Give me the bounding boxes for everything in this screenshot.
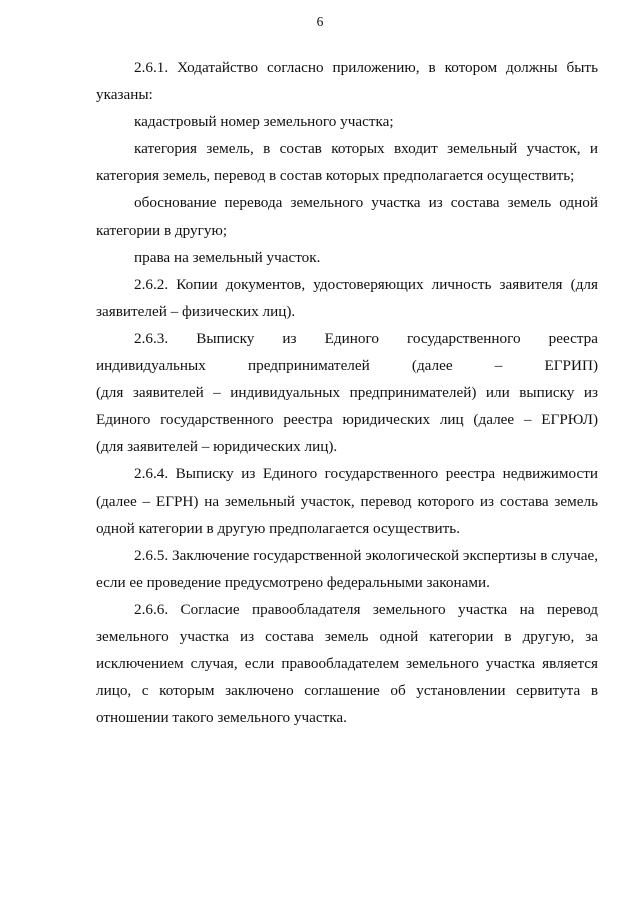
text-line: 2.6.4. Выписку из Единого государственного реестра недвижимости (134, 465, 598, 483)
paragraph (96, 271, 598, 325)
text-line: обоснование перевода земельного участка из состава земель одной (134, 194, 598, 212)
text-line: Единого государственного реестра юридических лиц (далее – ЕГРЮЛ) (96, 411, 598, 429)
text-line: 2.6.1. Ходатайство согласно приложению, в котором должны быть (134, 59, 598, 76)
text-line: категория земель, в состав которых входит земельный участок, и (134, 140, 598, 158)
paragraph (96, 108, 598, 135)
text-line: (далее – ЕГРН) на земельный участок, перевод которого из состава земель (96, 492, 598, 510)
text-line: одной категории в другую предполагается осуществить. (96, 519, 460, 537)
text-line: (для заявителей – юридических лиц). (96, 438, 338, 456)
paragraph (96, 189, 598, 243)
paragraph (96, 542, 598, 596)
text-line: исключением случая, если правообладателем земельного участка является (96, 655, 598, 673)
text-line: (для заявителей – индивидуальных предпринимателей) или выписку из (96, 384, 598, 402)
text-line: категория земель, перевод в состав которых предполагается осуществить; (96, 167, 575, 185)
page-number: 6 (316, 14, 324, 29)
text-line: если ее проведение предусмотрено федеральными законами. (96, 573, 490, 591)
paragraph (96, 54, 598, 108)
text-line: лицо, с которым заключено соглашение об установлении сервитута в (96, 682, 598, 700)
document-body (96, 54, 598, 731)
text-line: 2.6.2. Копии документов, удостоверяющих личность заявителя (для (134, 275, 598, 293)
text-line: 2.6.3. Выписку из Единого государственного реестра (134, 329, 598, 347)
paragraph (96, 460, 598, 541)
text-line: права на земельный участок. (134, 248, 321, 266)
paragraph (96, 244, 598, 271)
text-line: индивидуальных предпринимателей (далее – ЕГРИП) (96, 357, 598, 375)
paragraph (96, 325, 598, 460)
text-line: заявителей – физических лиц). (96, 302, 296, 320)
text-line: отношении такого земельного участка. (96, 709, 347, 727)
text-line: кадастровый номер земельного участка; (134, 113, 394, 131)
text-line: указаны: (96, 86, 153, 104)
paragraph (96, 135, 598, 189)
text-line: 2.6.6. Согласие правообладателя земельного участка на перевод (134, 600, 598, 618)
text-line: земельного участка из состава земель одной категории в другую, за (96, 627, 598, 645)
text-line: категории в другую; (96, 221, 228, 239)
paragraph (96, 596, 598, 731)
text-line: 2.6.5. Заключение государственной экологической экспертизы в случае, (134, 546, 599, 564)
